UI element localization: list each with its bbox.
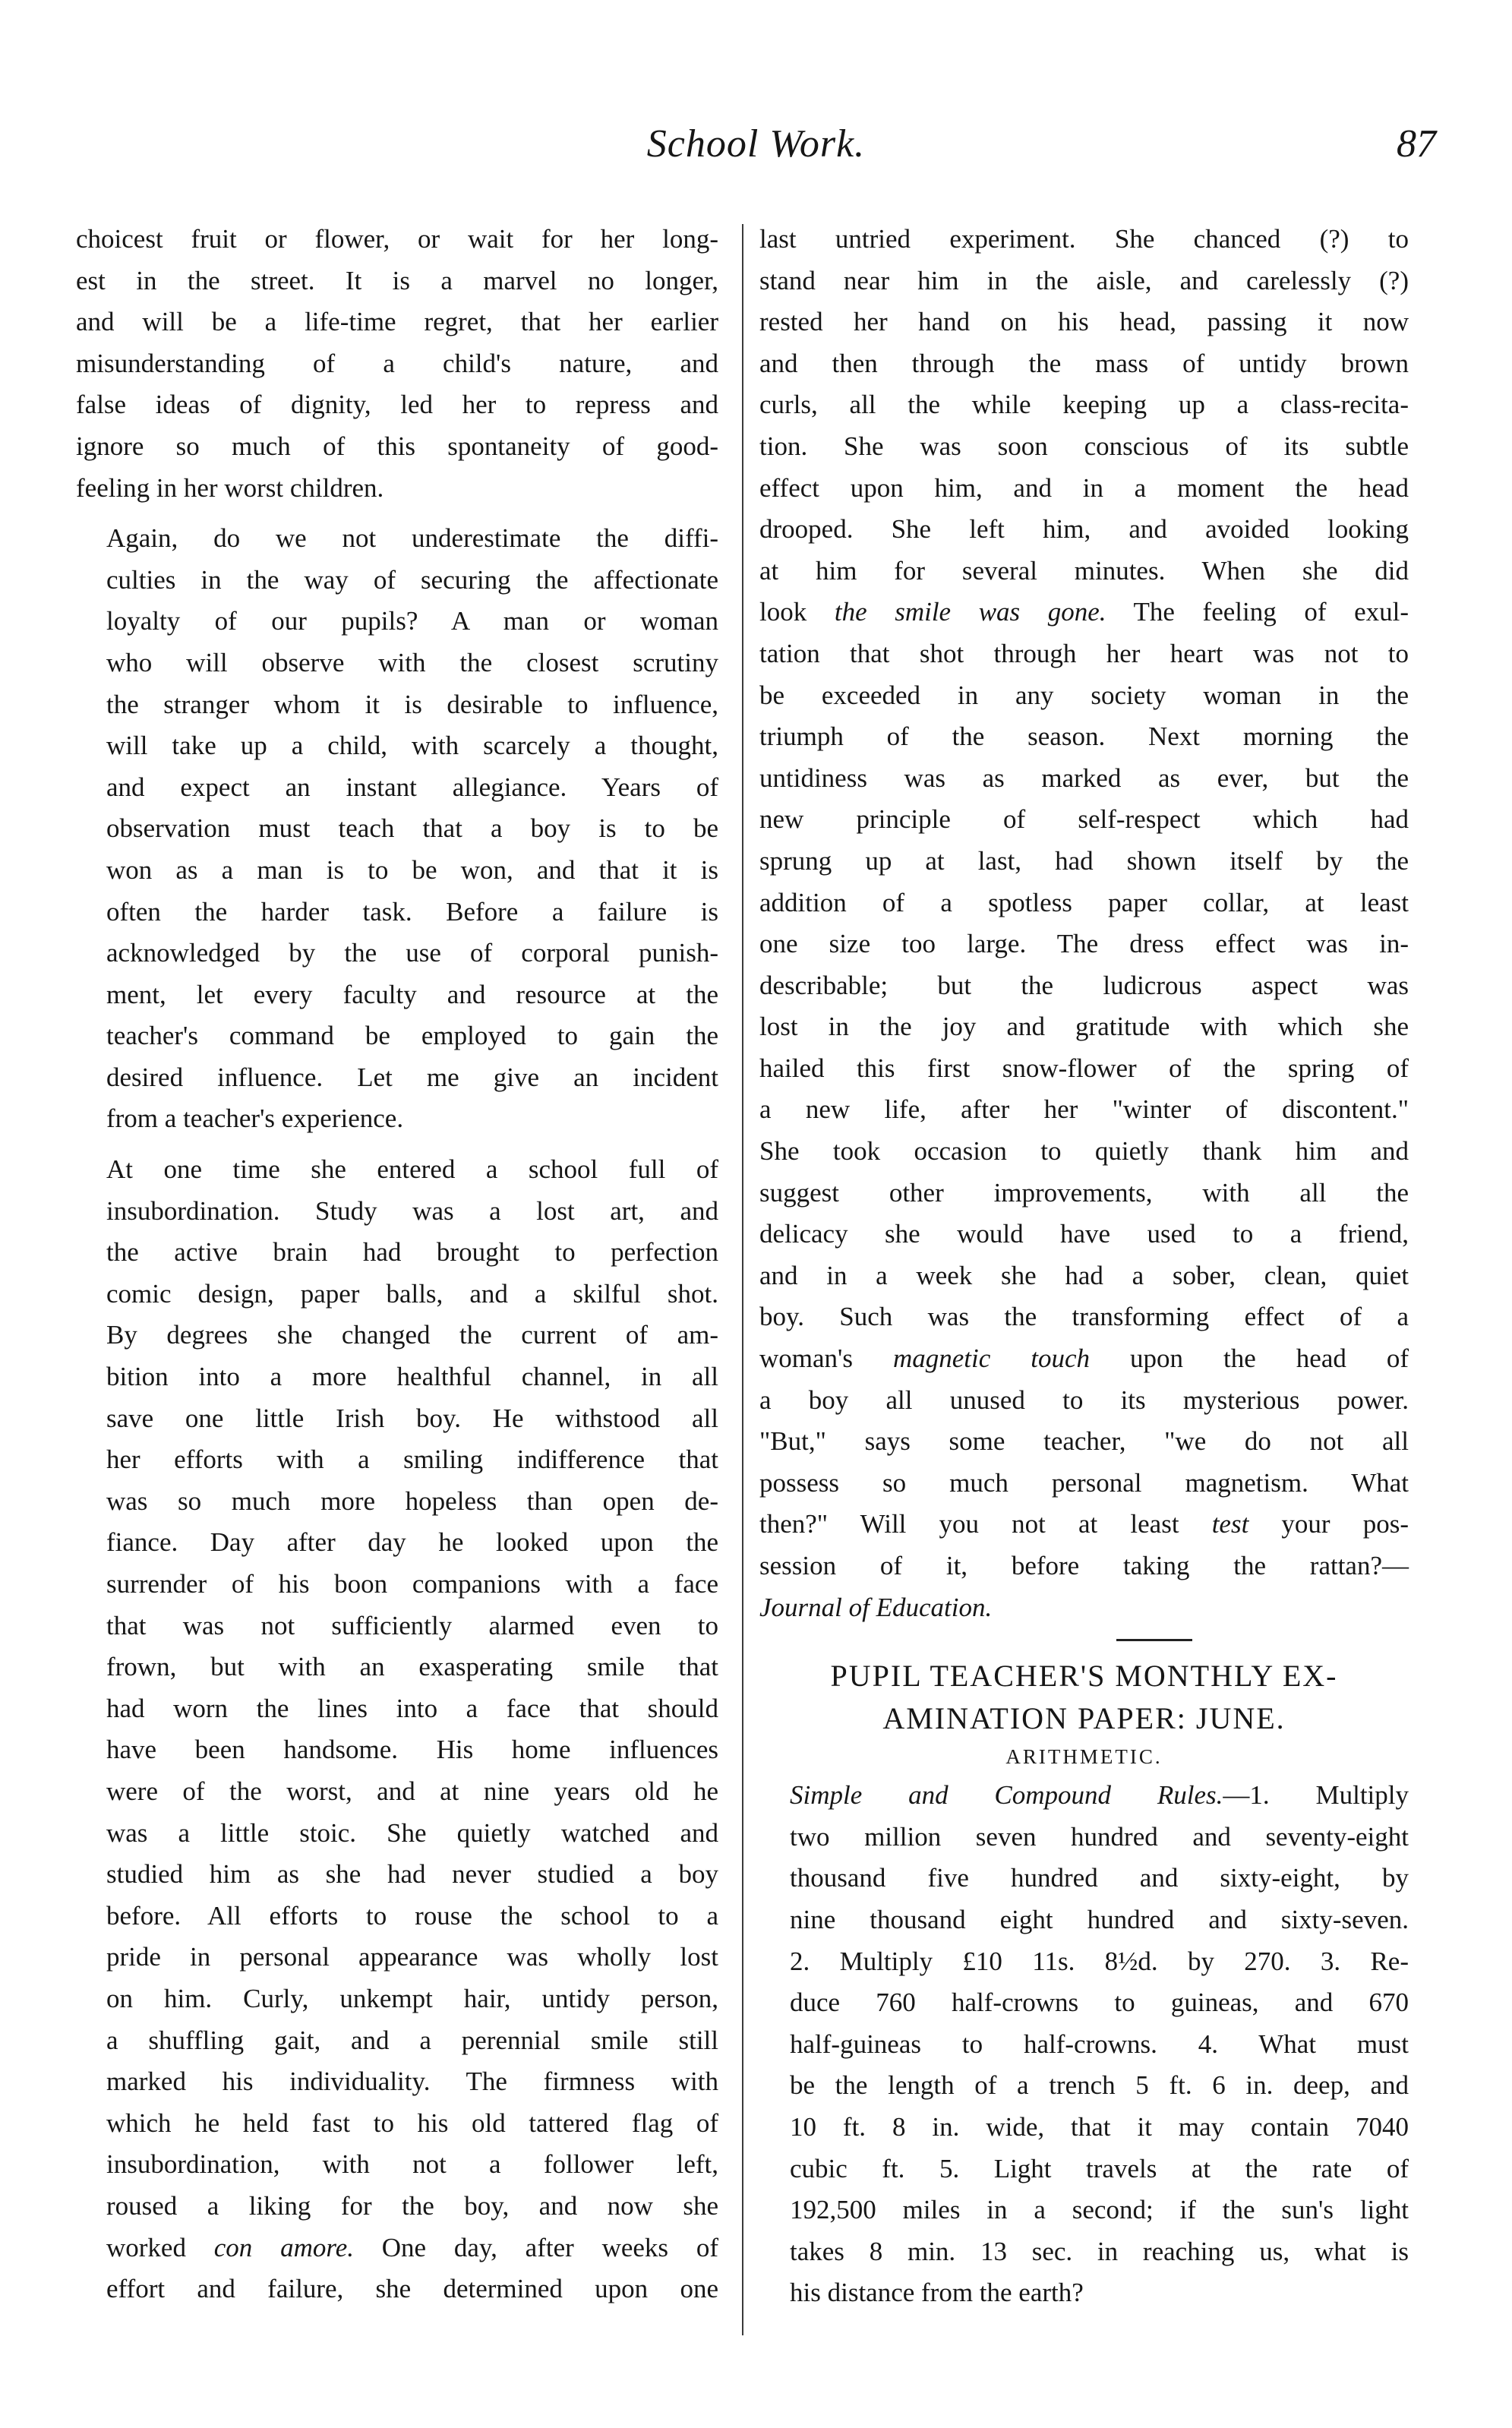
section-heading: PUPIL TEACHER'S MONTHLY EX- AMINATION PAPER: JUNE. [830, 1659, 1338, 1736]
text-line: who will observe with the closest scrutiny [106, 647, 718, 677]
text-line: new principle of self-respect which had [759, 804, 1409, 835]
text-line: fiance. Day after day he looked upon the [106, 1527, 718, 1558]
text-line: boy. Such was the transforming effect of a [759, 1302, 1409, 1332]
text-line: insubordination. Study was a lost art, and [106, 1195, 718, 1226]
text-line: 2. Multiply £10 11s. 8½d. by 270. 3. Re- [790, 1946, 1409, 1976]
text-line: suggest other improvements, with all the [759, 1177, 1409, 1208]
text-line: At one time she entered a school full of [106, 1154, 718, 1185]
italic-phrase: Simple and Compound Rules. [790, 1780, 1223, 1811]
text-line: were of the worst, and at nine years old he [106, 1776, 718, 1806]
text-line: delicacy she would have used to a friend, [759, 1219, 1409, 1249]
text-line: then?" Will you not at least test your pos- [759, 1509, 1409, 1539]
text-line: often the harder task. Before a failure is [106, 896, 718, 927]
text-line: culties in the way of securing the affectionate [106, 564, 718, 595]
text-line: ignore so much of this spontaneity of good- [76, 431, 718, 461]
page-number: 87 [1397, 122, 1436, 166]
text-line: possess so much personal magnetism. What [759, 1467, 1409, 1498]
text-line: will take up a child, with scarcely a thought, [106, 731, 718, 761]
italic-phrase: con amore. [213, 2232, 354, 2262]
text-line: was a little stoic. She quietly watched and [106, 1817, 718, 1848]
paragraph-3 [76, 1149, 718, 2310]
left-column [76, 219, 718, 2319]
text-line: had worn the lines into a face that should [106, 1693, 718, 1723]
italic-phrase: test [1211, 1509, 1249, 1539]
text-line: frown, but with an exasperating smile that [106, 1652, 718, 1682]
text-line: hailed this first snow-flower of the spring of [759, 1053, 1409, 1083]
text-line: insubordination, with not a follower left, [106, 2149, 718, 2180]
text-line: loyalty of our pupils? A man or woman [106, 606, 718, 636]
text-line: est in the street. It is a marvel no longer, [76, 265, 718, 295]
text-line: comic design, paper balls, and a skilful shot. [106, 1278, 718, 1309]
text-line: on him. Curly, unkempt hair, untidy person, [106, 1983, 718, 2013]
text-line: 10 ft. 8 in. wide, that it may contain 7040 [790, 2111, 1409, 2142]
text-line: have been handsome. His home influences [106, 1735, 718, 1765]
text-line: and in a week she had a sober, clean, quiet [759, 1260, 1409, 1290]
text-line: one size too large. The dress effect was in- [759, 929, 1409, 959]
paragraph-1 [76, 219, 718, 509]
text-line: at him for several minutes. When she did [759, 555, 1409, 586]
text-line: last untried experiment. She chanced (?) to [759, 224, 1409, 254]
text-line: teacher's command be employed to gain the [106, 1021, 718, 1051]
text-line: false ideas of dignity, led her to repress and [76, 390, 718, 420]
text-line: misunderstanding of a child's nature, and [76, 348, 718, 378]
text-line: surrender of his boon companions with a face [106, 1569, 718, 1599]
text-line: desired influence. Let me give an incident [106, 1062, 718, 1092]
paragraph-4 [759, 219, 1409, 1628]
text-line: cubic ft. 5. Light travels at the rate of [790, 2153, 1409, 2183]
source-citation: Journal of Education. [759, 1592, 993, 1622]
text-line: curls, all the while keeping up a class-recita- [759, 390, 1409, 420]
text-line: untidiness was as marked as ever, but the [759, 762, 1409, 793]
text-line: woman's magnetic touch upon the head of [759, 1343, 1409, 1374]
text-line: sprung up at last, had shown itself by the [759, 845, 1409, 876]
text-line: session of it, before taking the rattan?— [759, 1551, 1409, 1580]
text-line: the active brain had brought to perfection [106, 1237, 718, 1268]
column-divider [742, 224, 743, 2335]
section-rule [1116, 1639, 1192, 1641]
text-line: takes 8 min. 13 sec. in reaching us, what is [790, 2236, 1409, 2266]
text-line: studied him as she had never studied a boy [106, 1859, 718, 1890]
text-line: tion. She was soon conscious of its subtle [759, 431, 1409, 461]
text-line: duce 760 half-crowns to guineas, and 670 [790, 1988, 1409, 2018]
text-line: stand near him in the aisle, and carelessly (?) [759, 265, 1409, 295]
text-line: pride in personal appearance was wholly lost [106, 1942, 718, 1972]
text-line: look the smile was gone. The feeling of exul- [759, 597, 1409, 627]
text-line: thousand five hundred and sixty-eight, by [790, 1863, 1409, 1893]
text-line: be exceeded in any society woman in the [759, 680, 1409, 710]
italic-phrase: magnetic touch [892, 1343, 1091, 1374]
text-line: lost in the joy and gratitude with which she [759, 1012, 1409, 1042]
section-subheading: ARITHMETIC. [1005, 1745, 1163, 1769]
italic-phrase: the smile was gone. [834, 597, 1106, 627]
text-line: She took occasion to quietly thank him and [759, 1136, 1409, 1167]
text-line: triumph of the season. Next morning the [759, 721, 1409, 752]
text-line: and expect an instant allegiance. Years of [106, 772, 718, 802]
text-line: from a teacher's experience. [106, 1103, 404, 1134]
text-line: Simple and Compound Rules.—1. Multiply [790, 1780, 1409, 1811]
arithmetic-questions [759, 1775, 1409, 2314]
text-line: half-guineas to half-crowns. 4. What must [790, 2029, 1409, 2059]
text-line: and then through the mass of untidy brown [759, 348, 1409, 378]
text-line: worked con amore. One day, after weeks of [106, 2232, 718, 2262]
text-line: acknowledged by the use of corporal punish- [106, 938, 718, 968]
text-line: observation must teach that a boy is to be [106, 813, 718, 844]
text-line: 192,500 miles in a second; if the sun's light [790, 2195, 1409, 2225]
text-line: a boy all unused to its mysterious power. [759, 1384, 1409, 1415]
running-head [0, 122, 1512, 182]
text-line: which he held fast to his old tattered flag of [106, 2108, 718, 2138]
text-line: addition of a spotless paper collar, at least [759, 887, 1409, 917]
text-line: be the length of a trench 5 ft. 6 in. deep, and [790, 2070, 1409, 2101]
text-line: save one little Irish boy. He withstood all [106, 1403, 718, 1433]
text-line: tation that shot through her heart was not to [759, 638, 1409, 668]
text-line: drooped. She left him, and avoided looking [759, 514, 1409, 545]
text-line: her efforts with a smiling indifference that [106, 1444, 718, 1475]
text-line: a new life, after her "winter of discontent." [759, 1094, 1409, 1125]
text-line: bition into a more healthful channel, in all [106, 1362, 718, 1392]
text-line: won as a man is to be won, and that it is [106, 854, 718, 885]
text-line: By degrees she changed the current of am- [106, 1320, 718, 1350]
text-line: before. All efforts to rouse the school to a [106, 1900, 718, 1931]
right-column [759, 219, 1409, 2323]
text-line: effort and failure, she determined upon one [106, 2274, 718, 2304]
text-line: Again, do we not underestimate the diffi- [106, 523, 718, 554]
text-line: roused a liking for the boy, and now she [106, 2190, 718, 2221]
text-line: describable; but the ludicrous aspect was [759, 970, 1409, 1000]
text-line: a shuffling gait, and a perennial smile still [106, 2025, 718, 2055]
text-line: feeling in her worst children. [76, 472, 384, 503]
text-line: choicest fruit or flower, or wait for her long- [76, 224, 718, 254]
text-line: and will be a life-time regret, that her earlier [76, 307, 718, 337]
text-line: was so much more hopeless than open de- [106, 1486, 718, 1516]
text-line: effect upon him, and in a moment the head [759, 472, 1409, 503]
text-line: his distance from the earth? [790, 2278, 1084, 2308]
text-line: two million seven hundred and seventy-eight [790, 1821, 1409, 1852]
running-title: School Work. [646, 122, 866, 166]
text-line: the stranger whom it is desirable to influence, [106, 689, 718, 719]
text-line: rested her hand on his head, passing it now [759, 307, 1409, 337]
text-line: ment, let every faculty and resource at the [106, 979, 718, 1009]
text-line: marked his individuality. The firmness with [106, 2066, 718, 2097]
text-line: nine thousand eight hundred and sixty-seven. [790, 1904, 1409, 1934]
text-line: "But," says some teacher, "we do not all [759, 1426, 1409, 1457]
paragraph-2 [76, 518, 718, 1140]
text-line: that was not sufficiently alarmed even to [106, 1610, 718, 1640]
